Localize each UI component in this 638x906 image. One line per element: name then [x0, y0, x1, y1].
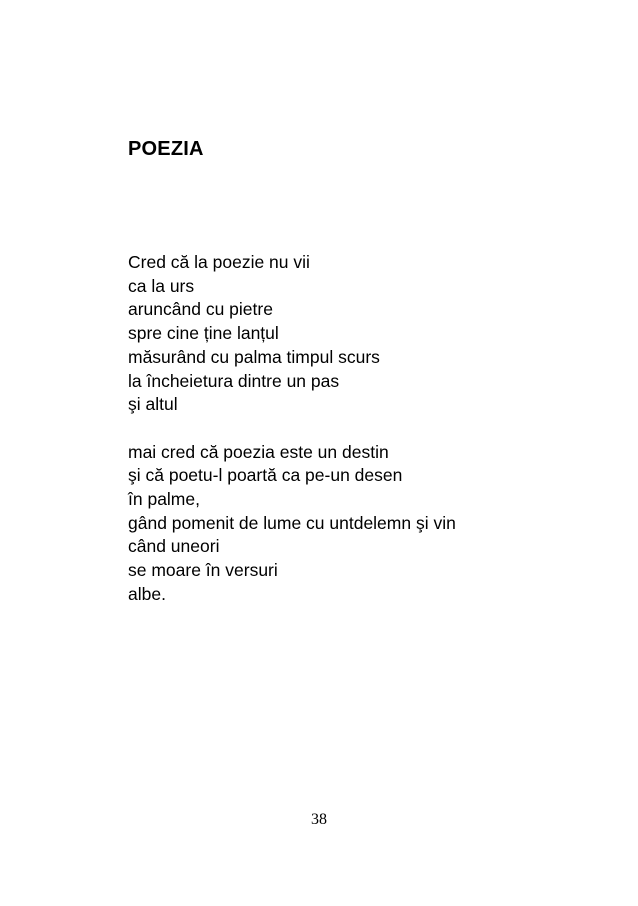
poem-line: în palme, — [128, 489, 200, 510]
poem-line: gând pomenit de lume cu untdelemn şi vin — [128, 512, 456, 533]
poem-title: POEZIA — [128, 138, 204, 160]
poem-line: şi că poetu-l poartă ca pe-un desen — [128, 465, 403, 486]
poem-line: se moare în versuri — [128, 560, 278, 581]
stanza-2 — [128, 441, 608, 607]
poem-line: când uneori — [128, 536, 220, 557]
poem-body — [128, 251, 608, 607]
poem-line: la încheietura dintre un pas — [128, 370, 340, 391]
poem-line: măsurând cu palma timpul scurs — [128, 346, 380, 367]
poem-line: şi altul — [128, 394, 178, 415]
poem-line: spre cine ține lanțul — [128, 323, 279, 344]
poem-line: mai cred că poezia este un destin — [128, 441, 389, 462]
poem-line: aruncând cu pietre — [128, 299, 273, 320]
poem-line: albe. — [128, 583, 166, 604]
stanza-1 — [128, 251, 608, 417]
poem-line: Cred că la poezie nu vii — [128, 252, 310, 272]
page-number: 38 — [311, 811, 327, 828]
poem-line: ca la urs — [128, 275, 195, 296]
